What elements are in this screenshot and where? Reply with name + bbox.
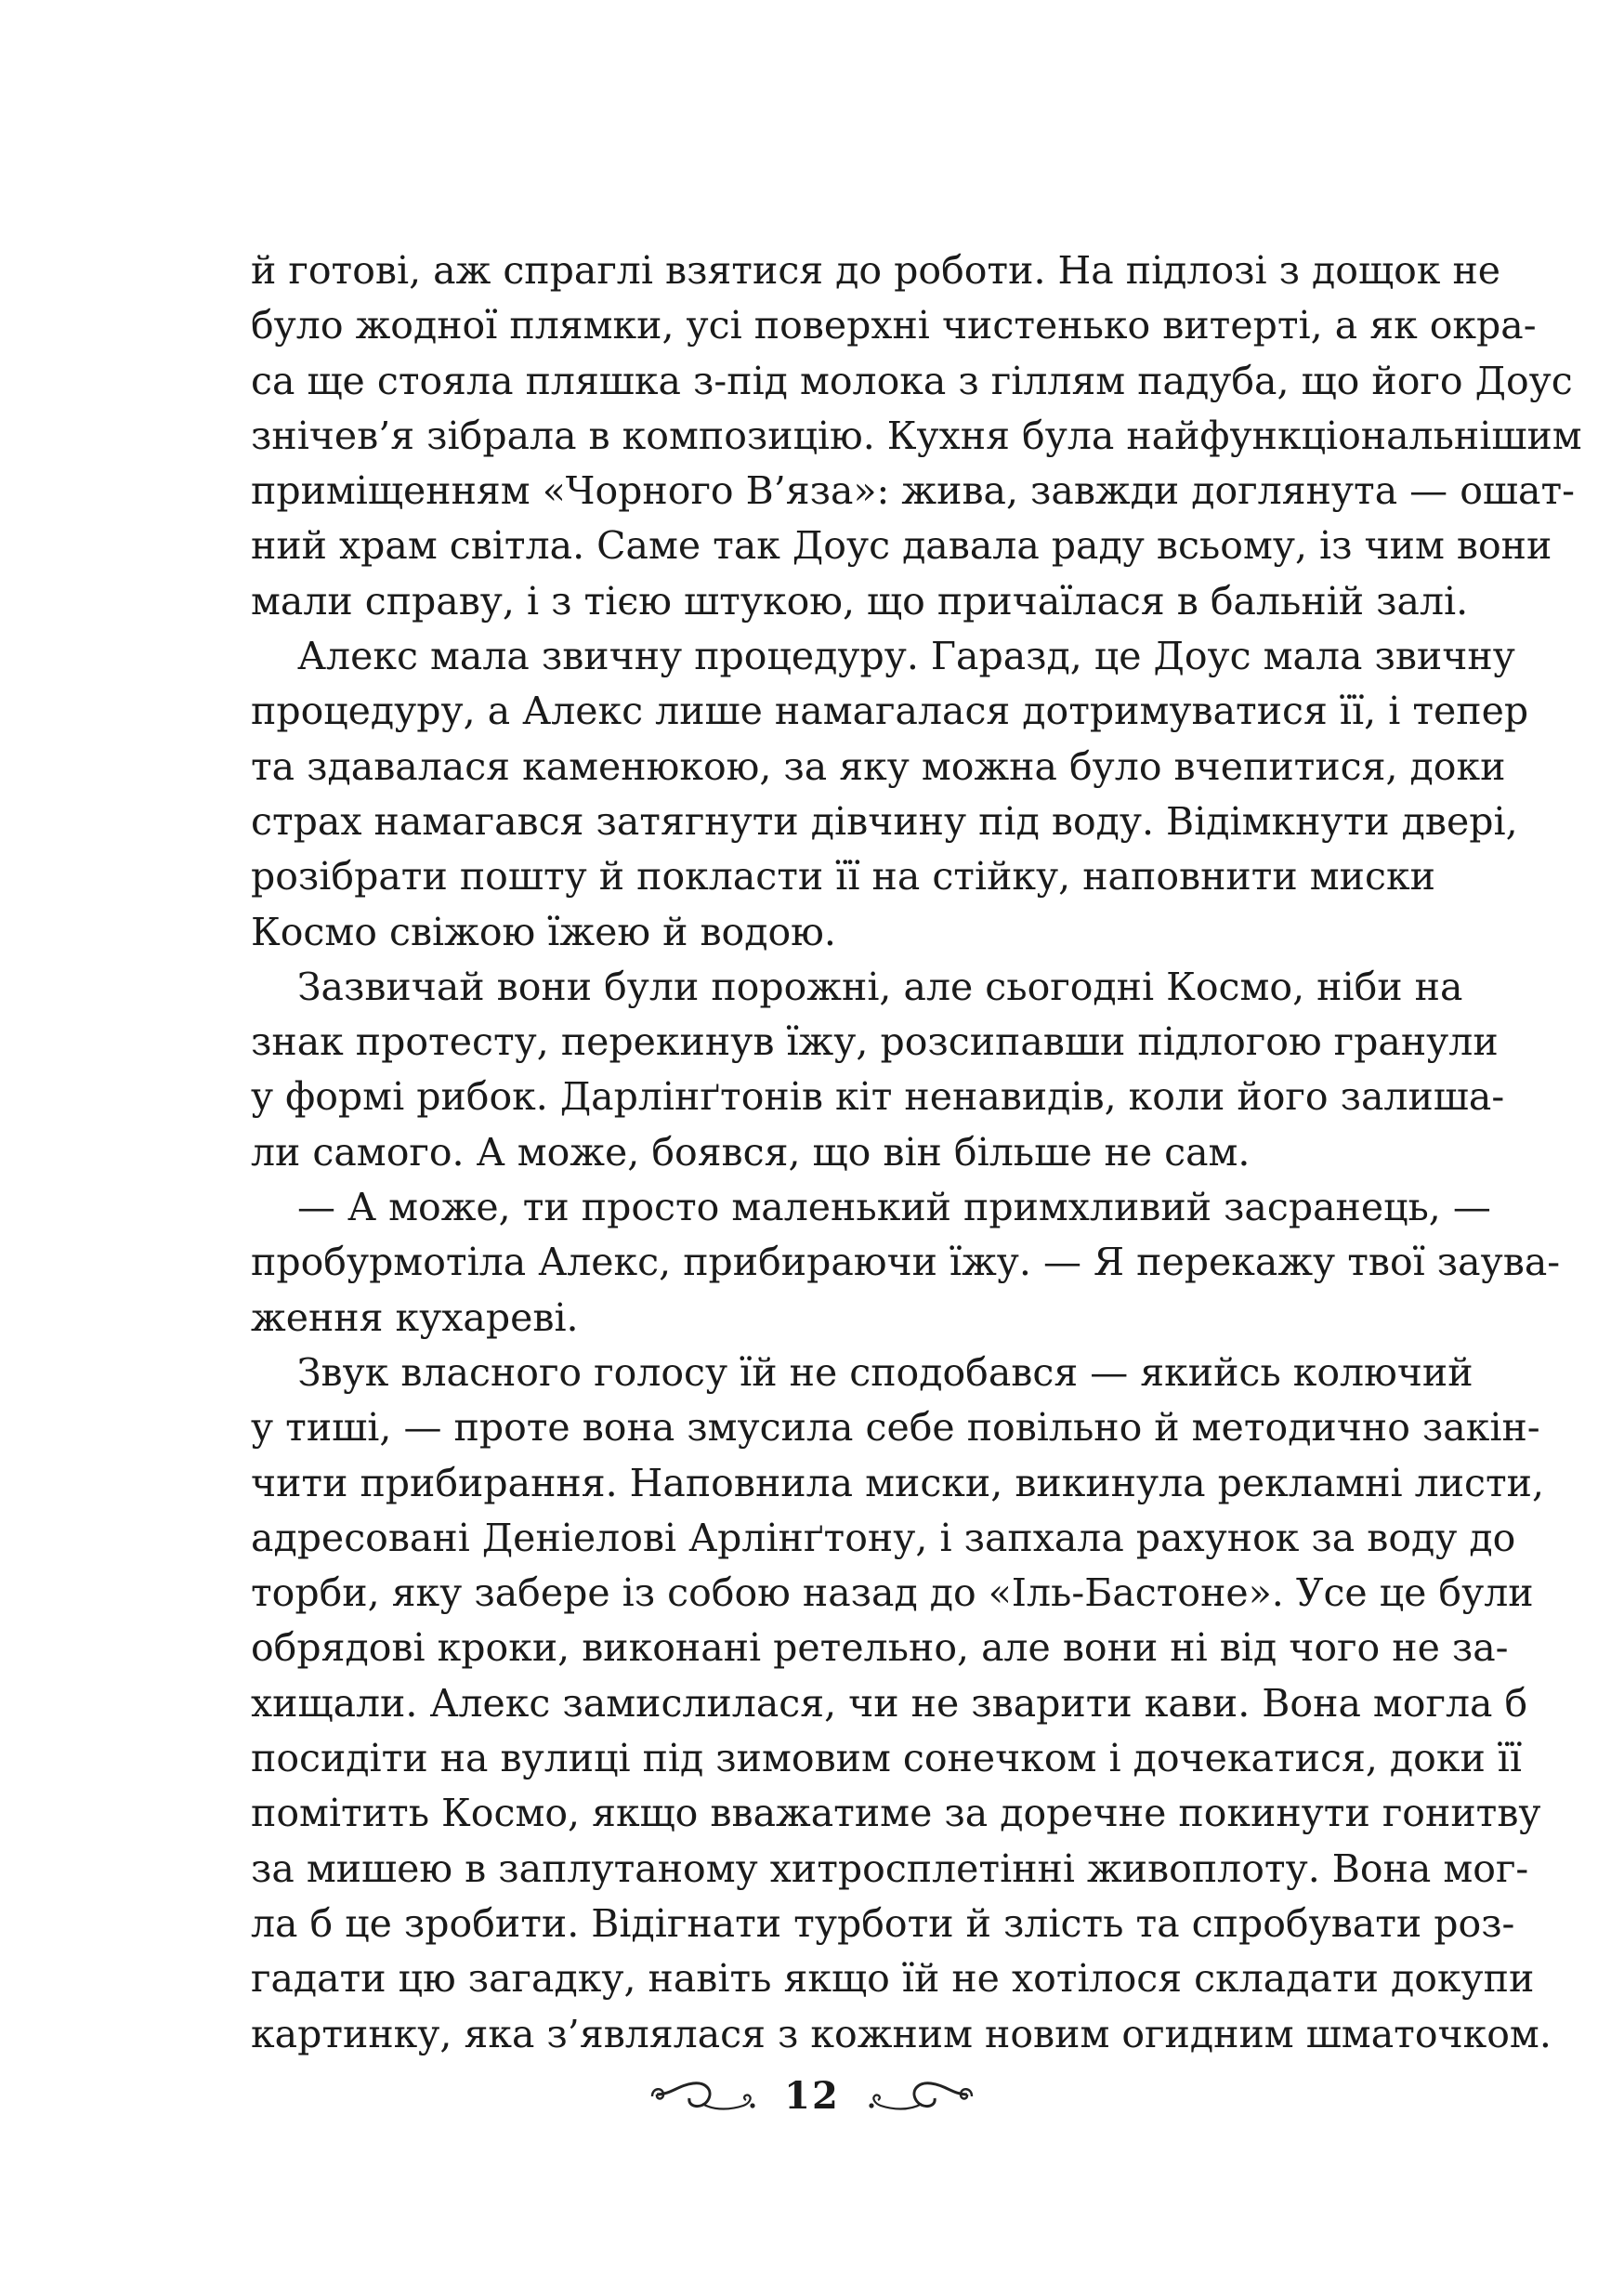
text-line: са ще стояла пляшка з-під молока з гіллям падуба, що його Доус	[251, 358, 1573, 403]
text-line: процедуру, а Алекс лише намагалася дотримуватися її, і тепер	[251, 689, 1529, 734]
text-line: й готові, аж спраглі взятися до роботи. На підлозі з дощок не	[251, 248, 1501, 293]
text-line: обрядові кроки, виконані ретельно, але вони ні від чого не за-	[251, 1625, 1509, 1671]
text-line: торби, яку забере із собою назад до «Іль-Бастоне». Усе це були	[251, 1570, 1534, 1616]
text-line: посидіти на вулиці під зимовим сонечком і дочекатися, доки її	[251, 1736, 1523, 1781]
text-line: гадати цю загадку, навіть якщо їй не хотілося складати докупи	[251, 1956, 1535, 2002]
text-line: адресовані Деніелові Арлінґтону, і запхала рахунок за воду до	[251, 1515, 1516, 1560]
text-line: знак протесту, перекинув їжу, розсипавши підлогою гранули	[251, 1019, 1499, 1065]
text-line: було жодної плямки, усі поверхні чистенько витерті, а як окра-	[251, 303, 1537, 348]
text-line: Звук власного голосу їй не сподобався — якийсь колючий	[297, 1349, 1473, 1395]
page-footer	[0, 2068, 1624, 2123]
text-line: страх намагався затягнути дівчину під воду. Відімкнути двері,	[251, 798, 1518, 844]
page-number: 12	[784, 2073, 840, 2118]
text-line: знічев’я зібрала в композицію. Кухня була найфункціональнішим	[251, 413, 1582, 458]
text-line: Зазвичай вони були порожні, але сьогодні Космо, ніби на	[297, 964, 1463, 1009]
text-line: ження кухареві.	[251, 1294, 579, 1340]
text-line: ний храм світла. Саме так Доус давала раду всьому, із чим вони	[251, 523, 1552, 569]
text-line: за мишею в заплутаному хитросплетінні живоплоту. Вона мог-	[251, 1845, 1529, 1891]
text-line: Космо свіжою їжею й водою.	[251, 909, 836, 954]
text-line: Алекс мала звичну процедуру. Гаразд, це Доус мала звичну	[297, 634, 1515, 679]
text-line: ла б це зробити. Відігнати турботи й злість та спробувати роз-	[251, 1900, 1515, 1946]
text-line: у формі рибок. Дарлінґтонів кіт ненавидів, коли його залиша-	[251, 1074, 1505, 1120]
flourish-left-icon	[647, 2072, 758, 2119]
text-line: мали справу, і з тією штукою, що причаїлася в бальній залі.	[251, 578, 1469, 624]
text-line: чити прибирання. Наповнила миски, викинула рекламні листи,	[251, 1460, 1545, 1505]
text-line: — А може, ти просто маленький примхливий засранець, —	[297, 1185, 1491, 1230]
flourish-right-icon	[866, 2072, 977, 2119]
text-line: ли самого. А може, боявся, що він більше не сам.	[251, 1129, 1251, 1175]
text-line: картинку, яка з’являлася з кожним новим огидним шматочком.	[251, 2011, 1552, 2056]
text-line: розібрати пошту й покласти її на стійку, наповнити миски	[251, 854, 1435, 900]
text-line: у тиші, — проте вона змусила себе повільно й методично закін-	[251, 1405, 1540, 1451]
body-text	[251, 243, 1582, 2062]
text-line: хищали. Алекс замислилася, чи не зварити кави. Вона могла б	[251, 1680, 1528, 1726]
text-line: та здавалася каменюкою, за яку можна було вчепитися, доки	[251, 743, 1506, 789]
text-line: приміщенням «Чорного В’яза»: жива, завжди доглянута — ошат-	[251, 468, 1575, 514]
text-line: пробурмотіла Алекс, прибираючи їжу. — Я перекажу твої заува-	[251, 1240, 1561, 1285]
text-line: помітить Космо, якщо вважатиме за доречне покинути гонитву	[251, 1791, 1541, 1836]
